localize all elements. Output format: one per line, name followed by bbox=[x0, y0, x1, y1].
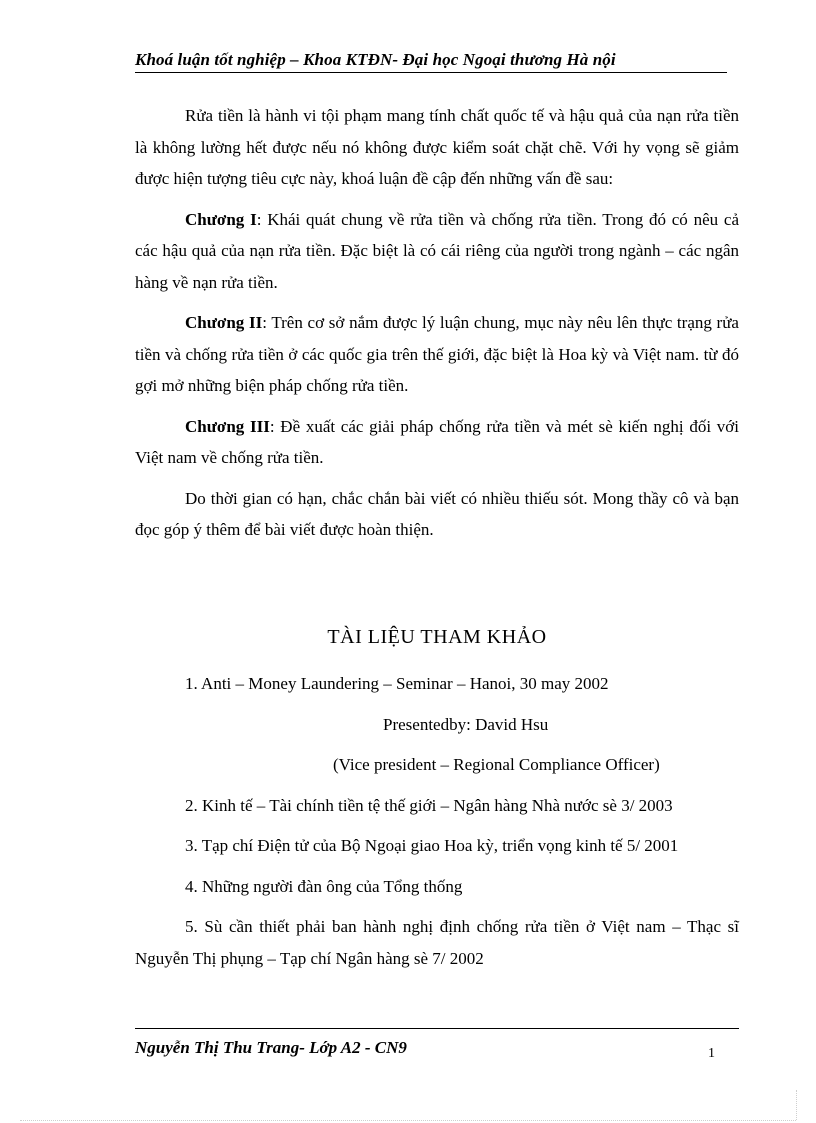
page-header bbox=[135, 50, 727, 73]
page-edge-guide-vertical bbox=[796, 1090, 797, 1120]
footer-author: Nguyễn Thị Thu Trang- Lớp A2 - CN9 bbox=[135, 1038, 407, 1057]
reference-item-1: 1. Anti – Money Laundering – Seminar – Hanoi, 30 may 2002 bbox=[185, 674, 609, 693]
intro-paragraph: Rửa tiền là hành vi tội phạm mang tính chất quốc tế và hậu quả của nạn rửa tiền là không lường hết được nếu nó không được kiểm soát chặt chẽ. Với hy vọng sẽ giảm được hiện tượng tiêu cực này, khoá luận đề cập đến những vấn đề sau: bbox=[135, 106, 739, 188]
body-text bbox=[135, 100, 739, 555]
reference-item-3: 3. Tạp chí Điện tử của Bộ Ngoại giao Hoa kỳ, triển vọng kinh tế 5/ 2001 bbox=[185, 836, 679, 855]
chapter-3-text: : Đề xuất các giải pháp chống rửa tiền và mét sè kiến nghị đối với Việt nam về chống rửa tiền. bbox=[135, 416, 739, 467]
chapter-3-label: Chương III bbox=[185, 416, 270, 436]
chapter-2-label: Chương II bbox=[185, 313, 263, 332]
footer-divider bbox=[135, 1028, 739, 1029]
reference-item-2: 2. Kinh tế – Tài chính tiền tệ thế giới – Ngân hàng Nhà nước sè 3/ 2003 bbox=[185, 795, 673, 815]
reference-item-5: 5. Sù cần thiết phải ban hành nghị định chống rửa tiền ở Việt nam – Thạc sĩ Nguyễn Thị phụng – Tạp chí Ngân hàng sè 7/ 2002 bbox=[135, 917, 739, 968]
chapter-1-paragraph bbox=[135, 204, 739, 299]
reference-item-4: 4. Những người đàn ông của Tổng thống bbox=[185, 876, 463, 896]
chapter-2-text: : Trên cơ sở nắm được lý luận chung, mục này nêu lên thực trạng rửa tiền và chống rửa tiền ở các quốc gia trên thế giới, đặc biệt là Hoa kỳ và Việt nam. từ đó gợi mở những biện pháp chống rửa tiền. bbox=[135, 313, 739, 395]
chapter-3-paragraph bbox=[135, 411, 739, 474]
page-edge-guide bbox=[20, 1120, 796, 1121]
references-list bbox=[135, 668, 739, 983]
header-title: Khoá luận tốt nghiệp – Khoa KTĐN- Đại học Ngoại thương Hà nội bbox=[135, 50, 616, 69]
references-title: TÀI LIỆU THAM KHẢO bbox=[327, 626, 547, 648]
chapter-2-paragraph bbox=[135, 307, 739, 402]
reference-item-1-presenter: Presentedby: David Hsu bbox=[383, 714, 549, 734]
reference-item-1-role: (Vice president – Regional Compliance Officer) bbox=[333, 755, 660, 774]
chapter-1-text: : Khái quát chung về rửa tiền và chống rửa tiền. Trong đó có nêu cả các hậu quả của nạn rửa tiền. Đặc biệt là có cái riêng của người trong ngành – các ngân hàng về nạn rửa tiền. bbox=[135, 209, 739, 292]
chapter-1-label: Chương I bbox=[185, 209, 257, 229]
closing-paragraph: Do thời gian có hạn, chắc chắn bài viết có nhiều thiếu sót. Mong thầy cô và bạn đọc góp ý thêm để bài viết được hoàn thiện. bbox=[135, 488, 739, 539]
page-number: 1 bbox=[708, 1046, 715, 1061]
